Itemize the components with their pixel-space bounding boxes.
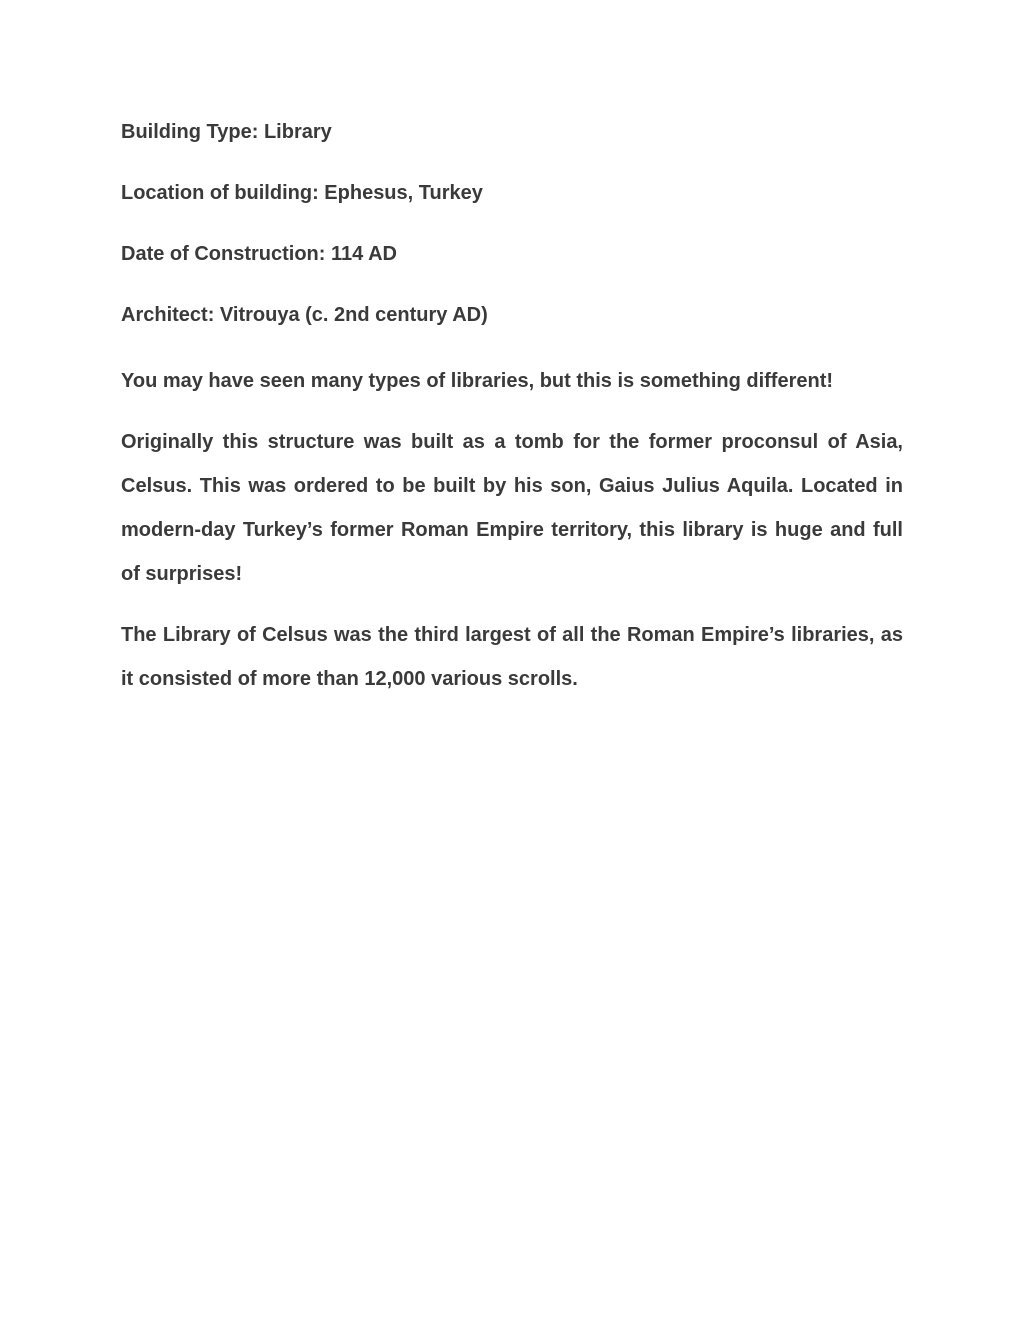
document-body <box>121 115 903 718</box>
date-of-construction-line: Date of Construction: 114 AD <box>121 243 397 265</box>
history-paragraph: Originally this structure was built as a tomb for the former proconsul of Asia, Celsus. This was ordered to be built by his son, Gaius Julius Aquila. Located in modern-day Turkey’s former Roman Empire territory, this library is huge and full of surprises! <box>121 431 903 585</box>
collection-paragraph: The Library of Celsus was the third largest of all the Roman Empire’s libraries, as it consisted of more than 12,000 various scrolls. <box>121 624 903 690</box>
intro-paragraph: You may have seen many types of libraries, but this is something different! <box>121 370 834 392</box>
architect-line: Architect: Vitrouya (c. 2nd century AD) <box>121 304 488 326</box>
location-line: Location of building: Ephesus, Turkey <box>121 182 483 204</box>
building-type-line: Building Type: Library <box>121 121 332 143</box>
